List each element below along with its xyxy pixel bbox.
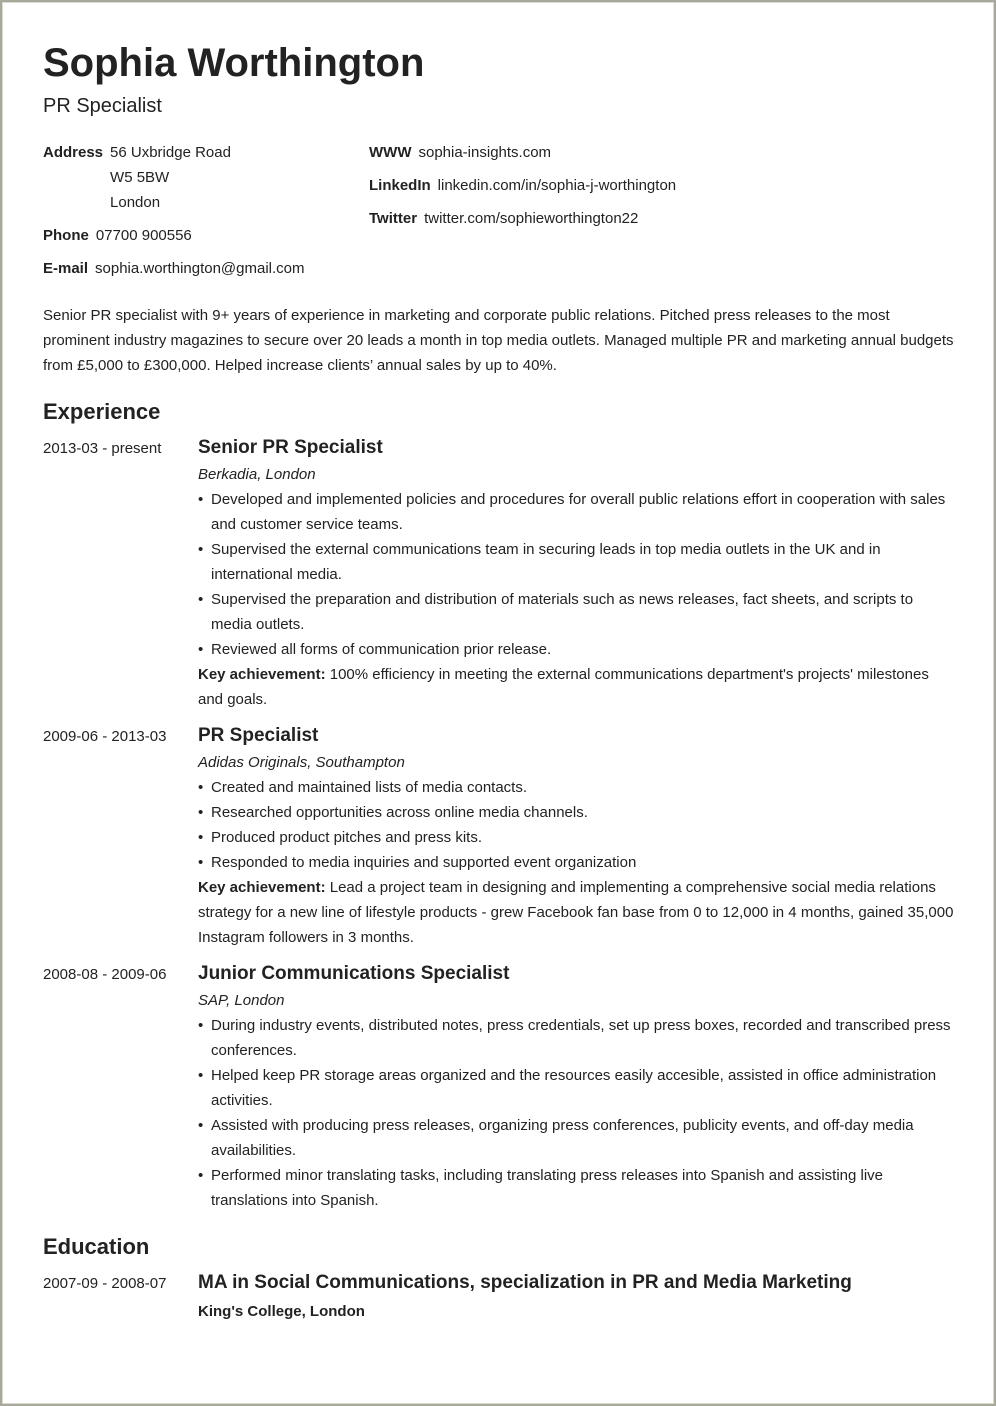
job-duties [198, 487, 955, 662]
achievement-label: Key achievement: [198, 879, 326, 896]
job-details [198, 960, 955, 1213]
key-achievement [198, 662, 955, 712]
profile-summary: Senior PR specialist with 9+ years of experience in marketing and corporate public relations. Pitched press releases to the most prominent industry magazines to secure over 20 leads a month in top media outlets. Managed multiple PR and marketing annual budgets from £5,000 to £300,000. Helped increase clients’ annual sales by up to 40%. [43, 307, 954, 374]
duty-item: • Developed and implemented policies and procedures for overall public relations effort in cooperation with sales and customer service teams. [198, 487, 955, 537]
address-value [110, 140, 231, 215]
job-duties [198, 775, 955, 875]
email-row [43, 256, 305, 281]
phone-label: Phone [43, 227, 89, 244]
www-label: WWW [369, 144, 412, 161]
job-duties [198, 1013, 955, 1213]
duty-item: • Produced product pitches and press kits. [198, 825, 955, 850]
contact-column-right [369, 140, 676, 239]
twitter-link[interactable]: twitter.com/sophieworthington22 [424, 210, 639, 227]
linkedin-link[interactable]: linkedin.com/in/sophia-j-worthington [437, 177, 677, 194]
duty-item: • Created and maintained lists of media contacts. [198, 775, 955, 800]
duty-item: • Helped keep PR storage areas organized and the resources easily accesible, assisted in office administration activities. [198, 1063, 955, 1113]
duty-item: • Performed minor translating tasks, including translating press releases into Spanish and assisting live translations into Spanish. [198, 1163, 955, 1213]
achievement-text: 100% efficiency in meeting the external communications department's projects' milestones and goals. [198, 666, 929, 708]
twitter-label: Twitter [369, 210, 418, 227]
duty-item: • Responded to media inquiries and supported event organization [198, 850, 955, 875]
email-value: sophia.worthington@gmail.com [95, 260, 305, 277]
address-label: Address [43, 144, 104, 161]
experience-entry [43, 434, 955, 712]
address-line: London [110, 194, 161, 211]
duty-item: • Researched opportunities across online media channels. [198, 800, 955, 825]
experience-heading: Experience [43, 399, 161, 424]
job-company: SAP, London [198, 992, 285, 1009]
duty-item: • During industry events, distributed notes, press credentials, set up press boxes, recorded and transcribed press conferences. [198, 1013, 955, 1063]
experience-entry [43, 722, 955, 950]
job-details [198, 722, 955, 950]
school-name: King's College, London [198, 1303, 365, 1320]
job-company: Berkadia, London [198, 466, 316, 483]
achievement-text: Lead a project team in designing and implementing a comprehensive social media relations strategy for a new line of lifestyle products - grew Facebook fan base from 0 to 12,000 in 4 months, gained 35,000 Instagram followers in 3 months. [198, 879, 954, 946]
resume-page [43, 40, 955, 1337]
linkedin-label: LinkedIn [369, 177, 431, 194]
contact-column-left [43, 140, 305, 289]
contact-info [43, 140, 955, 290]
www-row [369, 140, 676, 165]
job-company: Adidas Originals, Southampton [198, 754, 405, 771]
achievement-label: Key achievement: [198, 666, 326, 683]
key-achievement [198, 875, 955, 950]
experience-entry [43, 960, 955, 1213]
education-heading: Education [43, 1234, 150, 1259]
duty-item: • Reviewed all forms of communication prior release. [198, 637, 955, 662]
duty-item: • Supervised the external communications team in securing leads in top media outlets in the UK and in international media. [198, 537, 955, 587]
phone-row [43, 223, 305, 248]
job-dates: 2013-03 - present [43, 440, 162, 457]
education-dates: 2007-09 - 2008-07 [43, 1275, 167, 1292]
phone-value: 07700 900556 [95, 227, 192, 244]
job-dates: 2009-06 - 2013-03 [43, 728, 167, 745]
education-entry [43, 1269, 955, 1327]
www-link[interactable]: sophia-insights.com [418, 144, 552, 161]
address-line: 56 Uxbridge Road [110, 144, 231, 161]
job-details [198, 434, 955, 712]
duty-item: • Supervised the preparation and distribution of materials such as news releases, fact sheets, and scripts to media outlets. [198, 587, 955, 637]
job-dates: 2008-08 - 2009-06 [43, 966, 167, 983]
duty-item: • Assisted with producing press releases, organizing press conferences, publicity events, and off-day media availabilities. [198, 1113, 955, 1163]
degree-title: MA in Social Communications, specialization in PR and Media Marketing [198, 1272, 852, 1293]
job-title: PR Specialist [198, 725, 319, 746]
candidate-name: Sophia Worthington [43, 41, 425, 85]
linkedin-row [369, 173, 676, 198]
address-line: W5 5BW [110, 169, 170, 186]
candidate-role: PR Specialist [43, 95, 162, 117]
education-details [198, 1269, 955, 1327]
job-title: Senior PR Specialist [198, 437, 383, 458]
twitter-row [369, 206, 676, 231]
email-label: E-mail [43, 260, 89, 277]
job-title: Junior Communications Specialist [198, 963, 510, 984]
address-row [43, 140, 305, 215]
